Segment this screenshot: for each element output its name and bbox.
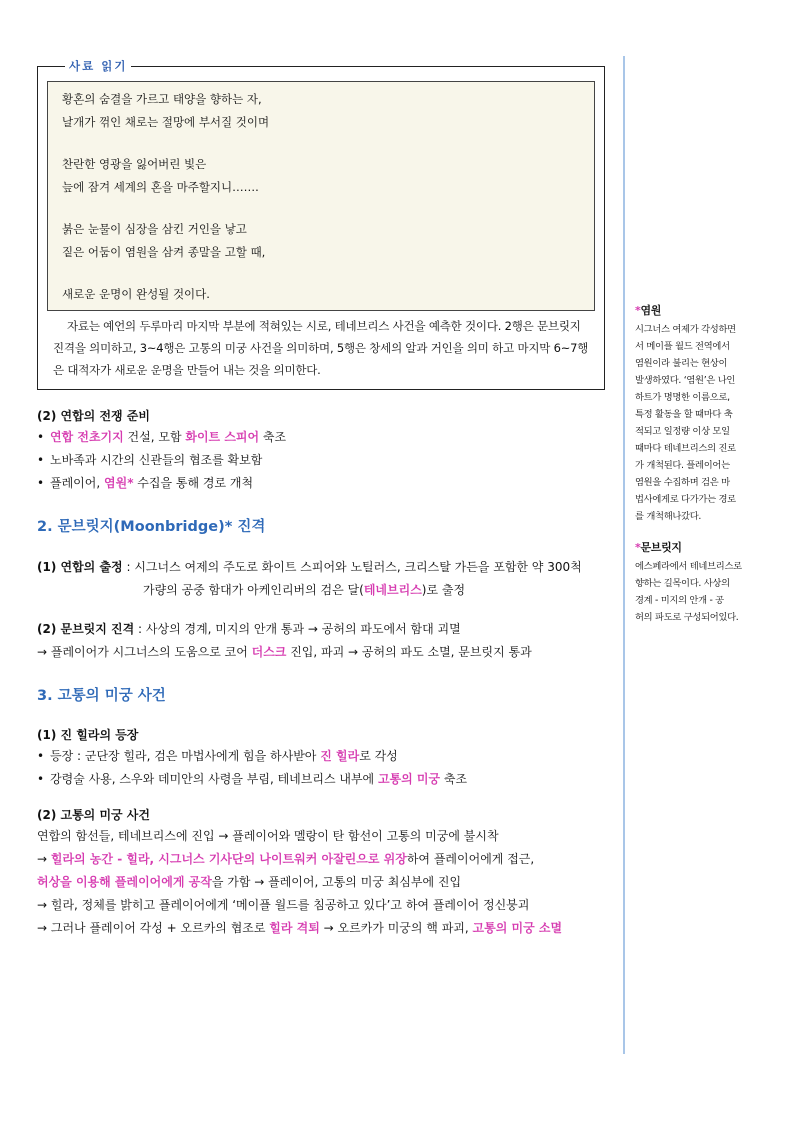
highlight-text: 연합 전초기지 <box>50 429 124 444</box>
sub-title: (1) 진 힐라의 등장 <box>37 727 139 742</box>
text: : 사상의 경계, 미지의 안개 통과 → 공허의 파도에서 함대 괴멸 <box>134 621 461 636</box>
note-line: 서 메이플 월드 전역에서 <box>635 341 730 352</box>
note-title-text: 염원 <box>640 304 662 317</box>
text: → 오르카가 미궁의 핵 파괴, <box>319 920 473 935</box>
highlight-text: 고통의 미궁 <box>377 771 441 786</box>
sec3-part2 <box>37 805 605 940</box>
text: 건설, 모함 <box>123 429 186 444</box>
poem-line: 새로운 운명이 완성될 것이다. <box>62 287 210 301</box>
footnote-star: * <box>127 475 134 490</box>
war-prep-title: (2) 연합의 전쟁 준비 <box>37 408 150 423</box>
note-line: 법사에게로 다가가는 경로 <box>635 494 736 505</box>
text: 플레이어, <box>50 475 104 490</box>
text: 을 가함 → 플레이어, 고통의 미궁 최심부에 진입 <box>211 874 462 889</box>
explanation-line: 하고 마지막 6~7행은 대적자가 새로운 운명을 만들어 내는 것을 의미한다. <box>53 340 589 377</box>
text: → 플레이어가 시그너스의 도움으로 코어 <box>37 644 252 659</box>
poem-line: 찬란한 영광을 잃어버린 빛은 <box>62 157 207 171</box>
poem-line: 늪에 잠겨 세계의 혼을 마주할지니……. <box>62 179 259 194</box>
text: 축조 <box>259 429 287 444</box>
text-row <box>37 641 605 664</box>
footnote-star: * <box>635 304 641 317</box>
bullet-icon: • <box>37 429 45 444</box>
bullet-icon: • <box>37 475 45 490</box>
poem-line: 짙은 어둠이 염원을 삼켜 종말을 고할 때, <box>62 244 266 259</box>
text-row <box>37 871 605 894</box>
note-moonbridge <box>635 539 755 626</box>
note-line: 적되고 일정량 이상 모일 <box>635 426 730 437</box>
explanation-line: 자료는 예언의 두루마리 마지막 부분에 적혀있는 시로, 테네브리스 사건을 예측한 것이다. 2행은 <box>67 318 534 333</box>
sub-label: (2) 문브릿지 진격 <box>37 621 135 636</box>
note-line: 를 개척해나갔다. <box>635 511 702 522</box>
source-reading-label: 사료 읽기 <box>65 58 131 74</box>
text: 가량의 공중 함대가 아케인리버의 검은 달( <box>143 582 364 597</box>
note-line: 경계 - 미지의 안개 - 공 <box>635 595 724 606</box>
text: 노바족과 시간의 신관들의 협조를 확보함 <box>50 452 263 467</box>
sec3-part1 <box>37 725 605 791</box>
main-column <box>37 50 605 940</box>
note-line: 특정 활동을 할 때마다 축 <box>635 409 733 420</box>
text: 강령술 사용, 스우와 데미안의 사령을 부림, 테네브리스 내부에 <box>50 771 378 786</box>
note-line: 염원이라 불리는 현상이 <box>635 358 728 369</box>
text: 등장 : 군단장 힐라, 검은 마법사에게 힘을 하사받아 <box>50 748 321 763</box>
highlight-text: 고통의 미궁 소멸 <box>472 920 563 935</box>
text-row: 연합의 함선들, 테네브리스에 진입 → 플레이어와 멜랑이 탄 함선이 고통의 미궁에 불시착 <box>37 828 499 843</box>
bullet-icon: • <box>37 452 45 467</box>
highlight-text: 진 힐라 <box>320 748 360 763</box>
text-row <box>37 848 605 871</box>
poem-spacer <box>62 263 582 283</box>
explanation-line: 문브릿지 진격을 의미하고, 3~4행은 고통의 미궁 사건을 의미하며, 5행은 창세의 알과 거인을 의미 <box>53 318 581 355</box>
note-title <box>635 302 755 319</box>
sub-title: (2) 고통의 미궁 사건 <box>37 807 150 822</box>
footnote-star: * <box>635 541 641 554</box>
sidebar-notes <box>635 302 755 640</box>
list-item <box>37 472 605 495</box>
note-line: 향하는 길목이다. 사상의 <box>635 578 730 589</box>
war-prep-section <box>37 406 605 495</box>
poem-line: 황혼의 숨결을 가르고 태양을 향하는 자, <box>62 92 262 106</box>
note-line: 허의 파도로 구성되어있다. <box>635 612 739 623</box>
poem-line: 날개가 꺾인 채로는 절망에 부서질 것이며 <box>62 114 270 129</box>
section-title-labyrinth: 3. 고통의 미궁 사건 <box>37 687 166 704</box>
text: 축조 <box>440 771 468 786</box>
note-line: 때마다 테네브리스의 진로 <box>635 443 736 454</box>
highlight-text: 힐라의 농간 - 힐라, 시그너스 기사단의 나이트워커 아잘린으로 위장 <box>50 851 407 866</box>
text: 수집을 통해 경로 개척 <box>133 475 254 490</box>
sec2-part2 <box>37 618 605 664</box>
note-line: 가 개척된다. 플레이어는 <box>635 460 730 471</box>
text-row <box>37 579 605 602</box>
sec2-part1 <box>37 556 605 602</box>
text-row <box>37 618 605 641</box>
text-row <box>37 556 605 579</box>
note-line: 시그너스 여제가 각성하면 <box>635 324 736 335</box>
highlight-text: 허상을 이용해 플레이어에게 공작 <box>37 874 212 889</box>
bullet-icon: • <box>37 748 45 763</box>
source-reading-box <box>37 59 605 390</box>
highlight-text: 테네브리스 <box>363 582 422 597</box>
note-line: 발생하였다. ‘염원’은 나인 <box>635 375 736 386</box>
highlight-text: 힐라 격퇴 <box>269 920 320 935</box>
poem-box <box>47 81 595 311</box>
note-yeomwon <box>635 302 755 525</box>
note-line: 염원을 수집하며 검은 마 <box>635 477 730 488</box>
reading-explanation <box>47 311 595 381</box>
text: 진입, 파괴 → 공허의 파도 소멸, 문브릿지 통과 <box>286 644 532 659</box>
highlight-text: 염원 <box>104 475 128 490</box>
poem-spacer <box>62 133 582 153</box>
text: 로 각성 <box>359 748 398 763</box>
list-item <box>37 426 605 449</box>
list-item <box>37 449 605 472</box>
sub-label: (1) 연합의 출정 <box>37 559 123 574</box>
section-title-moonbridge: 2. 문브릿지(Moonbridge)* 진격 <box>37 518 266 535</box>
list-item <box>37 745 605 768</box>
list-item <box>37 768 605 791</box>
text-row <box>37 917 605 940</box>
note-line: 하트가 명명한 이름으로, <box>635 392 730 403</box>
note-title <box>635 539 755 556</box>
note-title-text: 문브릿지 <box>640 541 682 554</box>
highlight-text: 화이트 스피어 <box>185 429 260 444</box>
poem-spacer <box>62 198 582 218</box>
text: : 시그너스 여제의 주도로 화이트 스피어와 노틸러스, 크리스탈 가든을 포함한 약 300척 <box>122 559 582 574</box>
bullet-icon: • <box>37 771 45 786</box>
text: → <box>37 851 51 866</box>
text: )로 출정 <box>421 582 466 597</box>
highlight-text: 더스크 <box>251 644 287 659</box>
text: 하여 플레이어에게 접근, <box>406 851 535 866</box>
note-line: 에스페라에서 테네브리스로 <box>635 561 742 572</box>
poem-line: 붉은 눈물이 심장을 삼킨 거인을 낳고 <box>62 222 247 236</box>
sidebar-divider <box>623 56 625 1054</box>
text: → 그러나 플레이어 각성 + 오르카의 협조로 <box>37 920 270 935</box>
text-row: → 힐라, 정체를 밝히고 플레이어에게 ‘메이플 월드를 침공하고 있다’고 하여 플레이어 정신붕괴 <box>37 897 530 912</box>
